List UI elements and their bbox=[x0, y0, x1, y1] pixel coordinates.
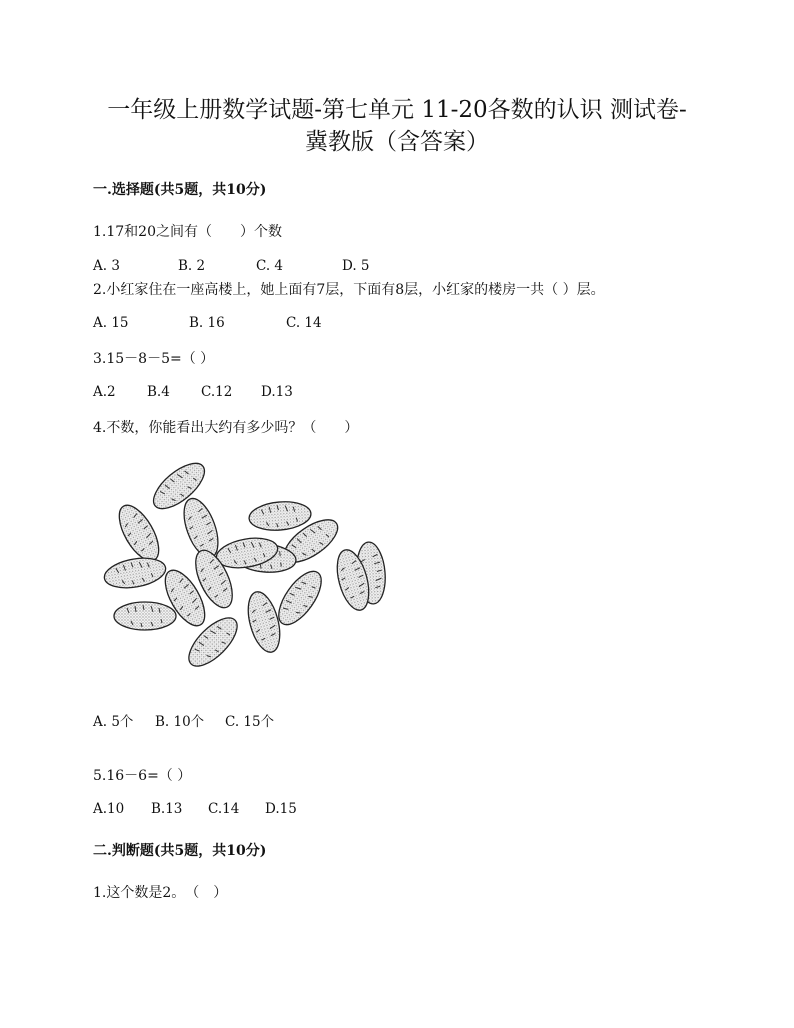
option-a: A.2 bbox=[93, 384, 116, 400]
document-title-line2: 冀教版（含答案） bbox=[305, 129, 489, 155]
option-b: B. 10个 bbox=[155, 714, 205, 730]
option-d: D. 5 bbox=[342, 258, 370, 274]
option-b: B.13 bbox=[151, 801, 183, 817]
option-c: C.14 bbox=[208, 801, 240, 817]
option-d: D.15 bbox=[265, 801, 297, 817]
judgement-question-1: 1.这个数是2。 （ ） bbox=[93, 885, 228, 901]
peanut-illustration bbox=[95, 455, 390, 675]
option-c: C. 4 bbox=[256, 258, 284, 274]
option-a: A. 15 bbox=[93, 315, 129, 331]
option-b: B.4 bbox=[147, 384, 170, 400]
option-d: D.13 bbox=[261, 384, 293, 400]
question-3: 3.15－8－5=（ ） bbox=[93, 351, 215, 367]
option-a: A.10 bbox=[93, 801, 125, 817]
option-b: B. 2 bbox=[178, 258, 206, 274]
question-5: 5.16－6=（ ） bbox=[93, 768, 192, 784]
section-heading-choice: 一.选择题(共5题，共10分) bbox=[93, 182, 267, 198]
section-heading-judgement: 二.判断题(共5题，共10分) bbox=[93, 843, 267, 859]
question-4: 4.不数，你能看出大约有多少吗？（ ） bbox=[93, 420, 359, 436]
option-b: B. 16 bbox=[189, 315, 225, 331]
option-c: C. 15个 bbox=[225, 714, 275, 730]
question-1: 1.17和20之间有（ ）个数 bbox=[93, 224, 282, 240]
question-2: 2.小红家住在一座高楼上，她上面有7层，下面有8层，小红家的楼房一共（ ）层。 bbox=[93, 282, 605, 298]
option-a: A. 5个 bbox=[93, 714, 134, 730]
option-a: A. 3 bbox=[93, 258, 120, 274]
option-c: C.12 bbox=[201, 384, 233, 400]
option-c: C. 14 bbox=[286, 315, 322, 331]
document-title-line1: 一年级上册数学试题-第七单元 11-20各数的认识 测试卷- bbox=[107, 97, 687, 123]
